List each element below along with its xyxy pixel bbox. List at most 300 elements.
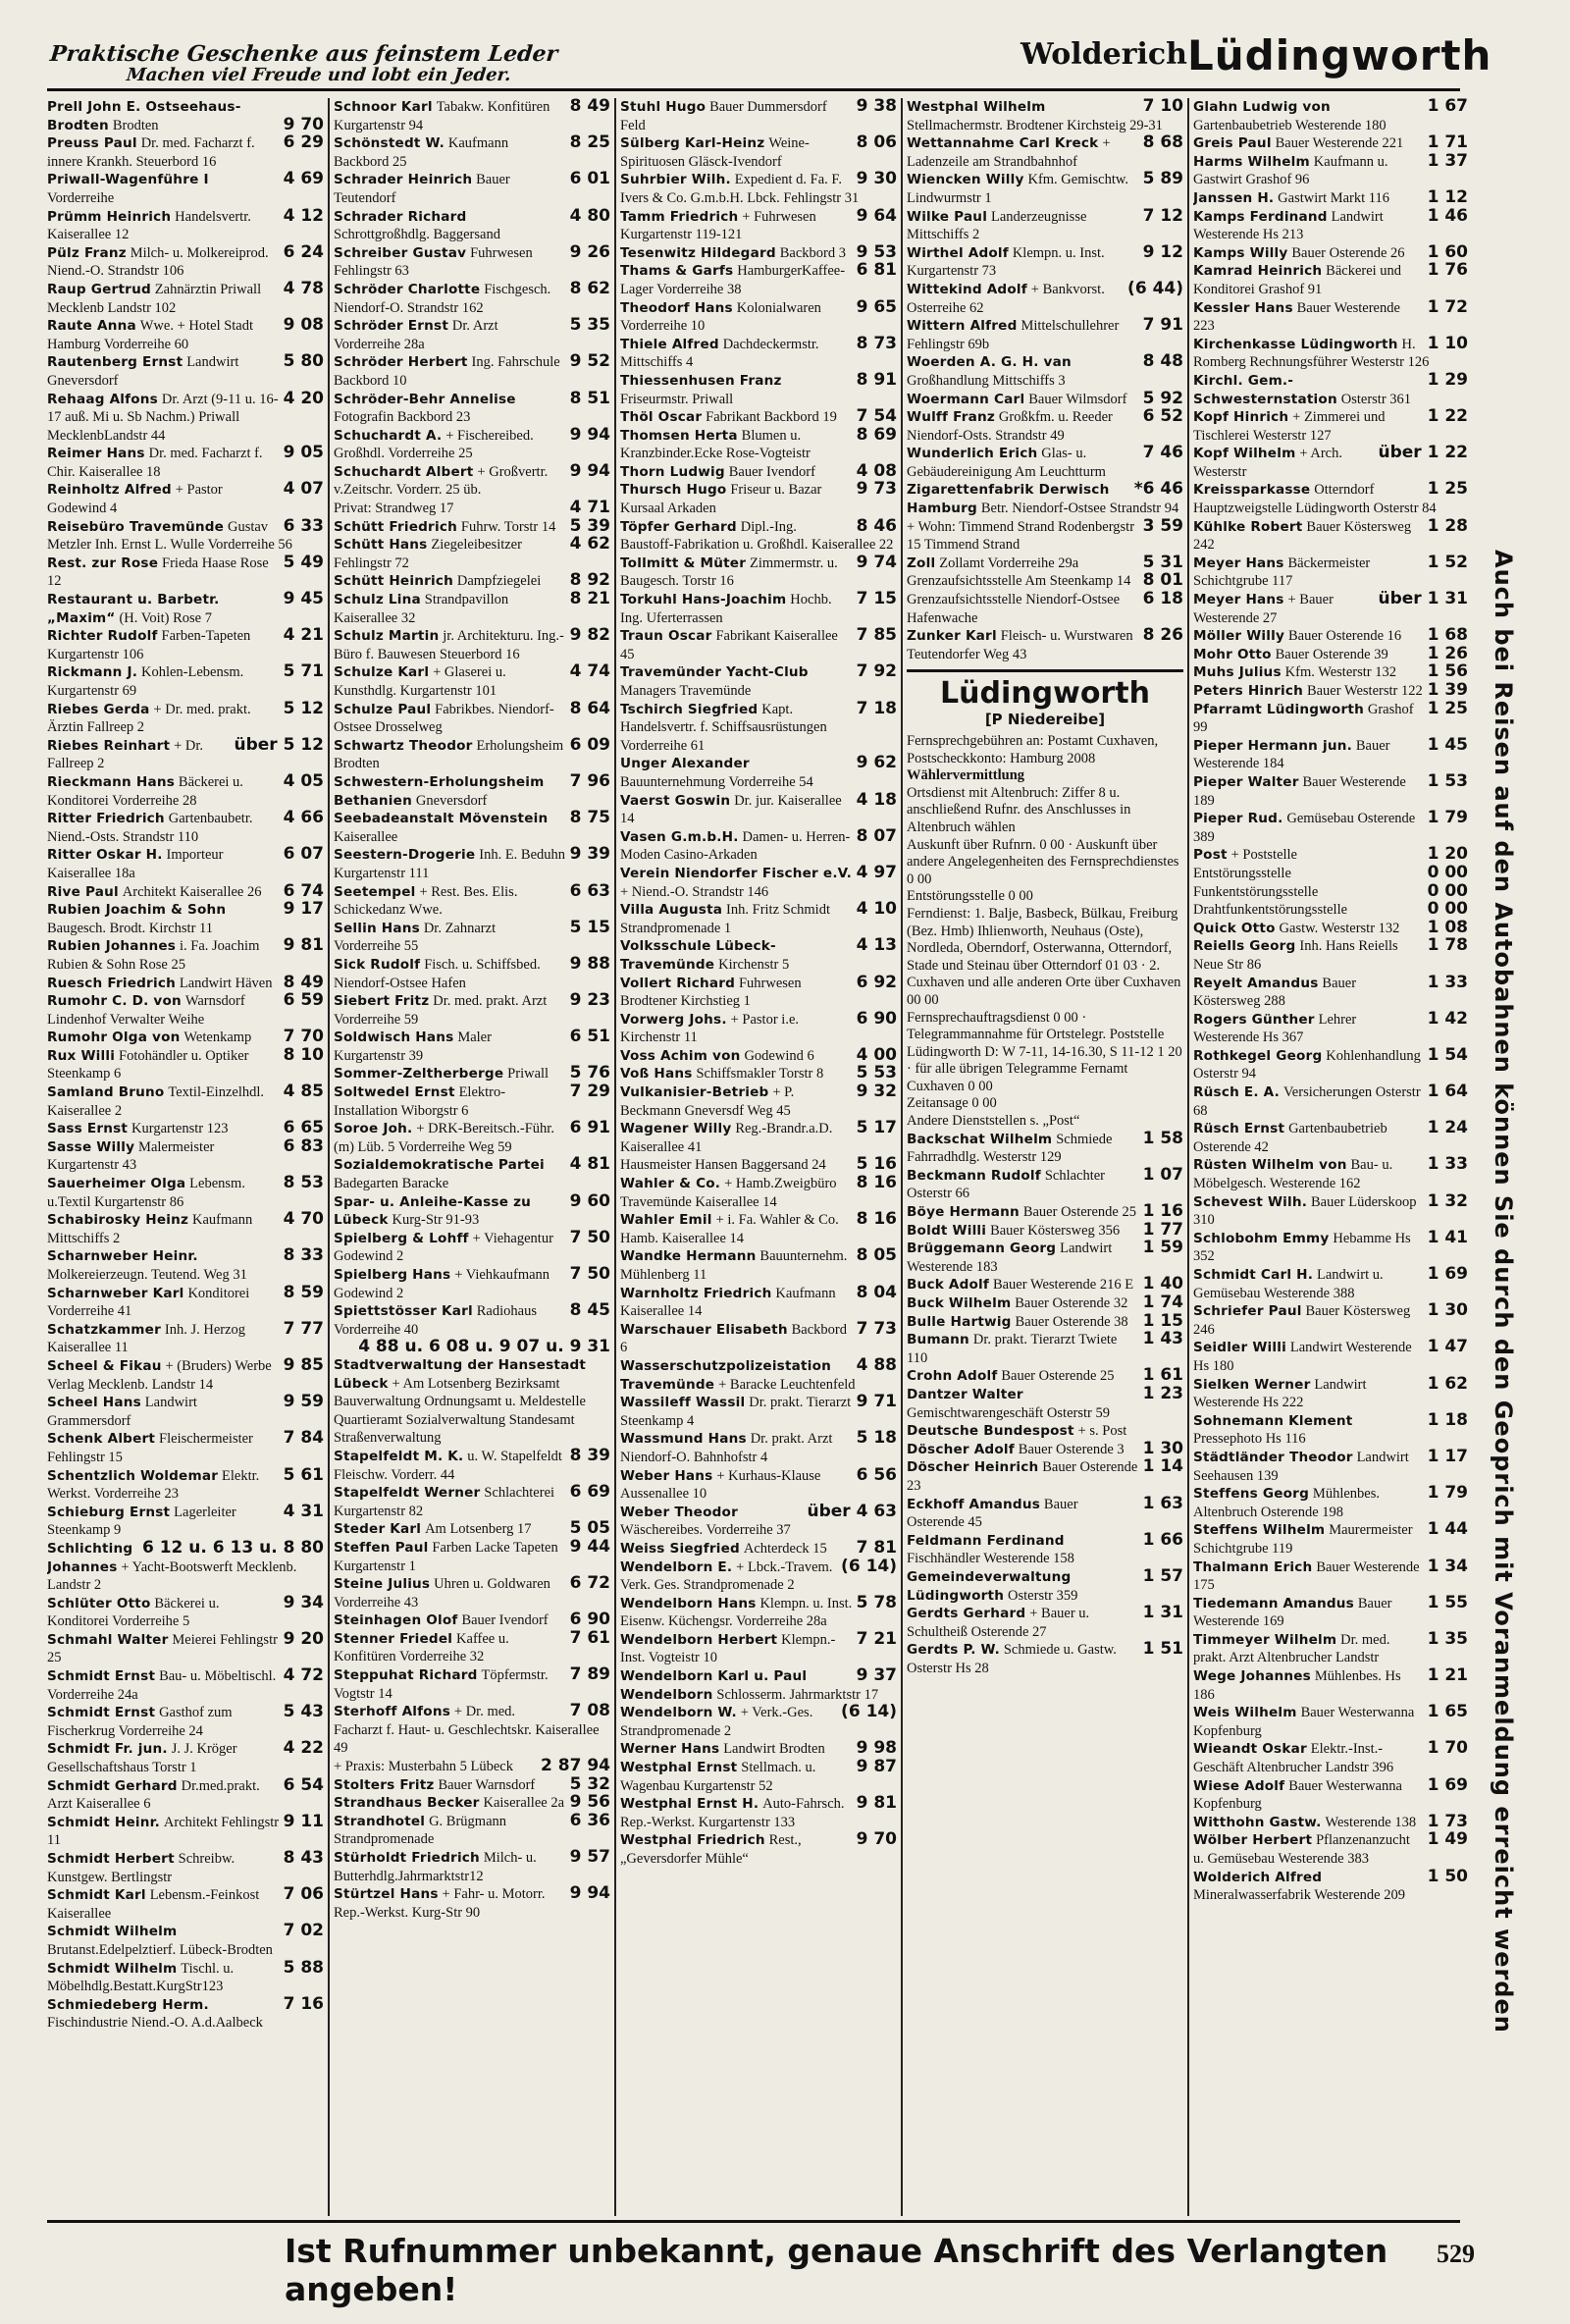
directory-entry [1193, 1446, 1468, 1485]
directory-entry [47, 278, 324, 317]
entry-name: Städtländer Theodor [1193, 1449, 1353, 1465]
phone-number: 9 45 [283, 589, 324, 609]
entry-name: Tollmitt & Müter [620, 555, 747, 571]
entry-details: + Baracke Leuchtenfeld [718, 1376, 856, 1393]
entry-name: Stürtzel Hans [334, 1886, 439, 1903]
entry-details: + Praxis: Musterbahn 5 Lübeck [334, 1759, 513, 1775]
entry-details: + Wohn: Timmend Strand Rodenbergstr 15 Timmend Strand [907, 518, 1135, 554]
entry-details: Schlosserm. Jahrmarktstr 17 [716, 1686, 879, 1703]
phone-number: 9 94 [569, 1883, 610, 1904]
directory-entry [334, 1627, 610, 1666]
entry-name: Töpfer Gerhard [620, 518, 737, 535]
entry-details: Inh. Fritz Schmidt Strandpromenade 1 [620, 902, 830, 936]
directory-entry [620, 1175, 897, 1211]
directory-entry [1193, 770, 1468, 810]
entry-name: Thöl Oscar [620, 409, 703, 426]
phone-number: 4 10 [856, 899, 897, 920]
phone-number: 7 50 [569, 1227, 610, 1247]
entry-details: Privat: Strandweg 17 [334, 501, 454, 517]
phone-number: 4 12 [283, 205, 324, 226]
directory-entry [47, 972, 324, 993]
directory-entry [907, 98, 1183, 134]
directory-entry [334, 1065, 610, 1083]
entry-name: Wirthel Adolf [907, 244, 1009, 261]
entry-details: + DRK-Bereitsch.-Führ. (m) Lüb. 5 Vorderreihe Weg 59 [334, 1121, 554, 1155]
entry-name: Witthohn Gastw. [1193, 1814, 1322, 1830]
phone-number: 9 81 [856, 1793, 897, 1814]
phone-number: 8 49 [569, 98, 610, 116]
entry-details: Lebensm. u.Textil Kurgartenstr 86 [47, 1176, 245, 1210]
page-number: 529 [1437, 2240, 1475, 2268]
phone-number: 5 88 [283, 1957, 324, 1978]
entry-name: Rothkegel Georg [1193, 1047, 1323, 1064]
phone-number: 8 48 [1142, 351, 1183, 372]
directory-entry [907, 1605, 1183, 1641]
directory-entry [334, 1083, 610, 1120]
phone-number: 1 60 [1427, 241, 1468, 262]
entry-name: Schröder Ernst [334, 318, 449, 335]
entry-name: Stuhl Hugo [620, 99, 706, 115]
directory-entry [47, 1886, 324, 1923]
entry-name: Dantzer Walter [907, 1386, 1023, 1402]
directory-entry [1193, 408, 1468, 445]
directory-entry [1193, 937, 1468, 974]
entry-details: Versicherungen Osterstr 68 [1193, 1084, 1421, 1119]
entry-name: Westphal Wilhelm [907, 99, 1046, 115]
entry-details: Landwirt Brodten [723, 1741, 825, 1758]
entry-name: Rumohr Olga von [47, 1030, 181, 1046]
entry-name: Wittern Alfred [907, 318, 1018, 335]
directory-entry [334, 1849, 610, 1885]
phone-number: 9 73 [856, 479, 897, 500]
directory-entry [620, 698, 897, 756]
phone-number: 8 07 [856, 825, 897, 846]
entry-name: Wilke Paul [907, 208, 988, 225]
phone-number: 8 49 [283, 972, 324, 992]
entry-name: Sohnemann Klement [1193, 1412, 1353, 1429]
directory-entry [907, 317, 1183, 353]
entry-details: Kaffee u. Konfitüren Vorderreihe 32 [334, 1630, 509, 1665]
entry-details: Bau- u. Möbelgesch. Westerende 162 [1193, 1157, 1393, 1192]
directory-entry [620, 1083, 897, 1120]
entry-details: Bauer Westerende 189 [1193, 773, 1406, 809]
phone-number: 7 73 [856, 1318, 897, 1339]
entry-details: + Poststelle [1230, 847, 1297, 864]
entry-name: Döscher Adolf [907, 1441, 1015, 1457]
directory-entry [620, 1282, 897, 1321]
entry-name: Seebadeanstalt Mövenstein [334, 811, 549, 827]
directory-entry [620, 333, 897, 372]
entry-name: Harms Wilhelm [1193, 153, 1310, 170]
phone-number: über 1 31 [1378, 589, 1468, 609]
entry-details: Kaiserallee 2a [483, 1795, 565, 1812]
directory-entry [1193, 643, 1468, 664]
phone-number: 8 06 [856, 132, 897, 153]
directory-entry [1193, 445, 1468, 481]
entry-details: + Am Lotsenberg Bezirksamt Bauverwaltung Ordnungsamt u. Meldestelle Quartieramt Sozialverwaltung Standesamt Straßenverwaltung [334, 1375, 586, 1447]
directory-entry [334, 1794, 610, 1813]
directory-entry [620, 1008, 897, 1047]
entry-name: Schulz Martin [334, 628, 440, 645]
entry-name: Wendelborn W. [620, 1705, 737, 1721]
entry-name: Vollert Richard [620, 975, 736, 991]
entry-name: Bulle Hartwig [907, 1313, 1012, 1330]
entry-name: Schlichting Johannes [47, 1540, 133, 1575]
entry-name: Schröder-Behr Annelise [334, 391, 516, 407]
directory-entry [620, 296, 897, 336]
entry-details: Warnsdorf Lindenhof Verwalter Weihe [47, 993, 245, 1028]
entry-details: Managers Travemünde [620, 683, 752, 699]
entry-name: Schevest Wilh. [1193, 1193, 1308, 1210]
directory-entry [1193, 1373, 1468, 1412]
phone-number: 9 37 [856, 1665, 897, 1686]
entry-name: Rüsten Wilhelm von [1193, 1157, 1347, 1174]
phone-number: 1 74 [1142, 1293, 1183, 1312]
entry-details: + Dr. med. Facharzt f. Haut- u. Geschlechtskr. Kaiserallee 49 [334, 1704, 600, 1757]
entry-name: Thursch Hugo [620, 482, 727, 499]
entry-details: Bauer Osterende 39 [1275, 646, 1388, 662]
phone-number: 7 12 [1142, 205, 1183, 226]
entry-details: Bauer Westerende 184 [1193, 737, 1390, 772]
side-notice-text: Auch bei Reisen auf den Autobahnen können Sie durch den Geoprich mit Voranmeldung erreicht werden [1490, 550, 1517, 2034]
phone-number: 5 17 [856, 1118, 897, 1138]
entry-details: Kfm. Westerstr 132 [1284, 664, 1396, 681]
phone-number: 1 50 [1427, 1866, 1468, 1886]
directory-entry [47, 698, 324, 737]
phone-number: 8 51 [569, 388, 610, 408]
phone-number: 1 26 [1427, 643, 1468, 663]
entry-name: Rickmann J. [47, 664, 138, 681]
directory-entry [907, 171, 1183, 207]
entry-details: Bauer Westerende 216 E [992, 1277, 1134, 1294]
entry-name: Spar- u. Anleihe-Kasse zu Lübeck [334, 1193, 532, 1229]
entry-details: Handelsvertr. Kaiserallee 12 [47, 208, 251, 243]
phone-number: 9 74 [856, 552, 897, 572]
directory-entry [907, 1331, 1183, 1367]
entry-name: Schreiber Gustav [334, 244, 467, 261]
column-1 [47, 98, 324, 2216]
entry-name: Preuss Paul [47, 135, 137, 152]
directory-entry [47, 1029, 324, 1047]
phone-number: 9 87 [856, 1757, 897, 1777]
entry-details: Mittelschullehrer Fehlingstr 69b [907, 318, 1120, 352]
phone-number: 8 45 [569, 1300, 610, 1321]
directory-entry [1193, 901, 1468, 920]
entry-name: Restaurant u. Barbetr. „Maxim“ [47, 592, 220, 626]
phone-number: 7 06 [283, 1884, 324, 1905]
entry-details: jr. Architekturu. Ing.-Büro f. Bauwesen Steuerbord 16 [334, 628, 564, 662]
entry-name: Gemeindeverwaltung Lüdingworth [907, 1568, 1072, 1604]
entry-details: Großhandlung Mittschiffs 3 [907, 372, 1066, 389]
entry-details: Bauer Westerende 221 [1275, 135, 1404, 152]
directory-entry [620, 98, 897, 134]
entry-name: Brodten [47, 117, 109, 133]
header-place: Lüdingworth [1187, 31, 1492, 79]
directory-entry [907, 1240, 1183, 1276]
phone-number: 1 69 [1427, 1774, 1468, 1795]
phone-number: 1 07 [1142, 1164, 1183, 1185]
section-fernsprech: Fernsprechauftragsdienst 0 00 · Telegrammannahme für Ortstelegr. Poststelle Lüdingworth D: W 7-11, 14-16.30, S 11-12 1 20 · für alle übrigen Telegramme Fernamt Cuxhaven 0 00 [907, 1009, 1182, 1094]
phone-number: 7 70 [283, 1027, 324, 1047]
entry-name: Rogers Günther [1193, 1011, 1315, 1028]
entry-name: Woermann Carl [907, 391, 1025, 407]
directory-entry [620, 663, 897, 700]
directory-entry [47, 1282, 324, 1321]
section-ferndienst: Ferndienst: 1. Balje, Basbeck, Bülkau, Freiburg (Bez. Hmb) Ihlienworth, Neuhaus (Oste), Nordleda, Oberndorf, Osterwanna, Otterndorf, Stade und Steinau über Otterndorf 01 03 · 2. Cuxhaven und alle anderen Orte über Cuxhaven 00 00 [907, 905, 1181, 1008]
entry-name: Muhs Julius [1193, 664, 1282, 681]
section-wahl: Wählervermittlung [907, 767, 1025, 784]
section-info [907, 733, 1183, 1131]
directory-entry [334, 536, 610, 572]
entry-name: Warschauer Elisabeth [620, 1321, 788, 1338]
entry-name: Rive Paul [47, 883, 119, 900]
phone-number: 9 23 [569, 990, 610, 1011]
entry-name: Rux Willi [47, 1047, 116, 1064]
entry-name: Schwestern-Erholungsheim Bethanien [334, 773, 545, 809]
directory-entry [334, 1484, 610, 1520]
phone-number: 7 77 [283, 1318, 324, 1339]
entry-name: Wiese Adolf [1193, 1777, 1285, 1794]
entry-details: Hebamme Hs 352 [1193, 1230, 1411, 1265]
entry-details: Osterstr 361 [1340, 391, 1412, 407]
entry-details: Fleisch- u. Wurstwaren Teutendorfer Weg 43 [907, 628, 1133, 662]
entry-name: Spiettstösser Karl [334, 1303, 473, 1320]
entry-details: Dr. med. prakt. Arzt Vorderreihe 59 [334, 993, 548, 1028]
entry-details: Kirchenstr 5 [718, 956, 790, 973]
entry-name: Schröder Charlotte [334, 281, 481, 297]
phone-number: 7 18 [856, 698, 897, 718]
phone-number: 5 80 [283, 351, 324, 372]
directory-entry [47, 880, 324, 902]
phone-number: 9 30 [856, 169, 897, 189]
phone-number: 1 28 [1427, 515, 1468, 536]
directory-entry [907, 1276, 1183, 1294]
directory-entry [334, 572, 610, 591]
phone-number: 5 61 [283, 1464, 324, 1485]
phone-number: 3 59 [1142, 515, 1183, 536]
entry-details: Bäckerei und Konditorei Grashof 91 [1193, 263, 1402, 297]
entry-name: Schriefer Paul [1193, 1303, 1302, 1320]
phone-number: 1 14 [1142, 1456, 1183, 1477]
phone-number: 6 74 [283, 880, 324, 901]
directory-entry [1193, 698, 1468, 737]
phone-number: 4 88 [856, 1354, 897, 1375]
entry-details: Fotografin Backbord 23 [334, 409, 471, 426]
entry-details: Dr. med. Facharzt f. Chir. Kaiserallee 18 [47, 446, 263, 480]
entry-details: Kaufmann u. Gastwirt Grashof 96 [1193, 153, 1388, 188]
entry-name: Glahn Ludwig von [1193, 99, 1331, 115]
directory-entry [1193, 1156, 1468, 1192]
directory-entry [1193, 917, 1468, 938]
column-2 [334, 98, 610, 2216]
phone-number: 7 02 [283, 1921, 324, 1941]
directory-entry [1193, 972, 1468, 1011]
directory-entry [620, 241, 897, 263]
directory-entry [47, 353, 324, 390]
entry-details: Westerende 138 [1325, 1814, 1417, 1830]
entry-details: Kapt. Handelsvertr. f. Schiffsausrüstungen Vorderreihe 61 [620, 701, 827, 754]
phone-number: 9 17 [283, 899, 324, 920]
directory-entry [47, 1175, 324, 1211]
entry-name: Schmidt Heinr. [47, 1814, 160, 1830]
entry-name: Peters Hinrich [1193, 683, 1304, 699]
phone-number: 6 09 [569, 734, 610, 755]
entry-details: Landwirt Westerende Hs 222 [1193, 1376, 1367, 1411]
entry-details: Fuhrw. Torstr 14 [460, 518, 556, 535]
phone-number: 5 31 [1142, 552, 1183, 572]
phone-number: 1 59 [1142, 1238, 1183, 1258]
entry-details: + Lbck.-Travem. Verk. Ges. Strandpromenade 2 [620, 1558, 833, 1594]
directory-entry [907, 552, 1183, 573]
phone-number: 9 05 [283, 443, 324, 463]
entry-details: + Dr. Fallreep 2 [47, 737, 204, 772]
entry-details: Dr. med. prakt. Arzt Altenbrucher Landstr [1193, 1631, 1390, 1666]
entry-details: Farben-Tapeten Kurgartenstr 106 [47, 628, 251, 662]
entry-name: Westphal Ernst H. [620, 1796, 759, 1813]
phone-number: 5 15 [569, 917, 610, 937]
entry-details: Grenzaufsichtsstelle Niendorf-Ostsee Hafenwache [907, 592, 1121, 626]
phone-number: 4 70 [283, 1209, 324, 1230]
entry-details: Bäckerei u. Konditorei Vorderreihe 28 [47, 773, 243, 809]
phone-number: (6 14) [841, 1702, 897, 1722]
entry-name: Woerden A. G. H. van [907, 354, 1072, 371]
entry-details: Töpfermstr. Vogtstr 14 [334, 1667, 549, 1702]
phone-number: 9 98 [856, 1738, 897, 1759]
entry-name: Steppuhat Richard [334, 1667, 478, 1684]
directory-entry [334, 1611, 610, 1630]
entry-name: Wandke Hermann [620, 1248, 757, 1265]
phone-number: 1 70 [1427, 1738, 1468, 1759]
entry-name: Backschat Wilhelm [907, 1131, 1053, 1147]
entry-details: Dampfziegelei [456, 573, 542, 590]
entry-name: Voß Hans [620, 1066, 693, 1083]
phone-number: 6 81 [856, 260, 897, 281]
entry-details: Drahtfunkentstörungsstelle [1193, 902, 1348, 919]
directory-entry [620, 205, 897, 244]
entry-name: Weiss Siegfried [620, 1540, 740, 1557]
directory-entry [334, 134, 610, 171]
directory-entry [334, 317, 610, 353]
entry-name: Wagener Willy [620, 1121, 732, 1137]
phone-number: 1 10 [1427, 333, 1468, 353]
entry-name: Deutsche Bundespost [907, 1423, 1074, 1440]
entry-name: Timmeyer Wilhelm [1193, 1631, 1337, 1648]
entry-details: + Yacht-Bootswerft Mecklenb. Landstr 2 [47, 1558, 297, 1594]
entry-details: Funkentstörungsstelle [1193, 883, 1319, 900]
directory-entry [47, 1811, 324, 1850]
directory-entry [1193, 150, 1468, 189]
directory-entry [47, 171, 324, 207]
directory-entry [334, 278, 610, 317]
entry-name: Zunker Karl [907, 628, 997, 645]
directory-entry [907, 1383, 1183, 1422]
entry-name: Rumohr C. D. von [47, 993, 182, 1010]
entry-name: Schmidt Fr. jun. [47, 1741, 168, 1758]
directory-entry [907, 1219, 1183, 1241]
entry-name: Ruesch Friedrich [47, 975, 176, 991]
phone-number: 1 79 [1427, 1483, 1468, 1504]
entry-details: Frieda Haase Rose 12 [47, 555, 269, 590]
phone-number: 6 69 [569, 1482, 610, 1503]
entry-name: Steinhagen Olof [334, 1612, 458, 1629]
entry-details: Dr. jur. Kaiserallee 14 [620, 792, 842, 827]
phone-number: 1 77 [1142, 1219, 1183, 1240]
phone-number: 4 07 [283, 479, 324, 500]
entry-details: Mineralwasserfabrik Westerende 209 [1193, 1887, 1405, 1904]
entry-name: Feldmann Ferdinand [907, 1532, 1065, 1549]
directory-entry [620, 552, 897, 591]
entry-name: Sterhoff Alfons [334, 1704, 450, 1720]
phone-number: 6 92 [856, 972, 897, 992]
directory-entry [334, 1536, 610, 1575]
entry-details: Hausmeister Hansen Baggersand 24 [620, 1157, 826, 1174]
entry-details: Brodten [112, 117, 159, 133]
phone-number: 1 21 [1427, 1665, 1468, 1686]
phone-number: 0 00 [1427, 862, 1468, 882]
entry-name: Kessler Hans [1193, 299, 1293, 316]
entry-name: Schmidt Ernst [47, 1668, 156, 1685]
phone-number: 1 61 [1142, 1365, 1183, 1386]
entry-name: Wahler & Co. [620, 1176, 721, 1192]
bottom-rule [47, 2220, 1460, 2223]
entry-details: Molkereierzeugn. Teutend. Weg 31 [47, 1267, 247, 1283]
entry-name: Kirchl. Gem.-Schwesternstation [1193, 372, 1337, 407]
entry-name: Riebes Reinhart [47, 737, 171, 754]
phone-number: 1 66 [1142, 1529, 1183, 1550]
entry-name: Richter Rudolf [47, 628, 158, 645]
entry-name: Janssen H. [1193, 189, 1275, 206]
entry-name: Wettannahme Carl Kreck [907, 135, 1099, 152]
directory-entry [907, 445, 1183, 481]
entry-name: Thalmann Erich [1193, 1558, 1313, 1575]
directory-entry [47, 627, 324, 663]
entry-details: Strandpavillon Kaiserallee 32 [334, 592, 509, 626]
phone-number: 9 82 [569, 625, 610, 646]
phone-number: 1 51 [1142, 1639, 1183, 1660]
directory-entry [907, 408, 1183, 445]
phone-number: 4 22 [283, 1738, 324, 1759]
phone-number: 1 40 [1142, 1274, 1183, 1294]
directory-entry [47, 770, 324, 810]
phone-number: 0 00 [1427, 880, 1468, 901]
directory-entry [620, 1120, 897, 1156]
entry-details: + Pastor Godewind 4 [47, 482, 223, 517]
phone-number: 7 81 [856, 1537, 897, 1558]
entry-name: Wieandt Oskar [1193, 1741, 1307, 1758]
entry-details: Am Lotsenberg 17 [425, 1521, 532, 1538]
directory-entry [620, 1558, 897, 1595]
phone-number: 1 45 [1427, 734, 1468, 755]
phone-number: 1 44 [1427, 1519, 1468, 1540]
phone-number: 8 39 [569, 1445, 610, 1465]
entry-details: Bauunternehmung Vorderreihe 54 [620, 773, 813, 790]
directory-entry [1193, 1811, 1468, 1832]
entry-name: Wunderlich Erich [907, 446, 1038, 462]
directory-entry [907, 1294, 1183, 1313]
directory-entry [47, 481, 324, 517]
directory-entry [334, 1758, 610, 1776]
entry-name: Seestern-Drogerie [334, 847, 476, 864]
phone-number: 1 30 [1142, 1438, 1183, 1458]
entry-name: Schröder Herbert [334, 354, 468, 371]
directory-entry [47, 1667, 324, 1704]
entry-name: Kamps Ferdinand [1193, 208, 1328, 225]
entry-details: Bauer Dummersdorf Feld [620, 99, 827, 133]
entry-details: + Fuhrwesen Kurgartenstr 119-121 [620, 208, 816, 243]
phone-number: 4 18 [856, 789, 897, 810]
directory-entry [1193, 1774, 1468, 1814]
entry-details: Schiffsmakler Torstr 8 [696, 1066, 824, 1083]
